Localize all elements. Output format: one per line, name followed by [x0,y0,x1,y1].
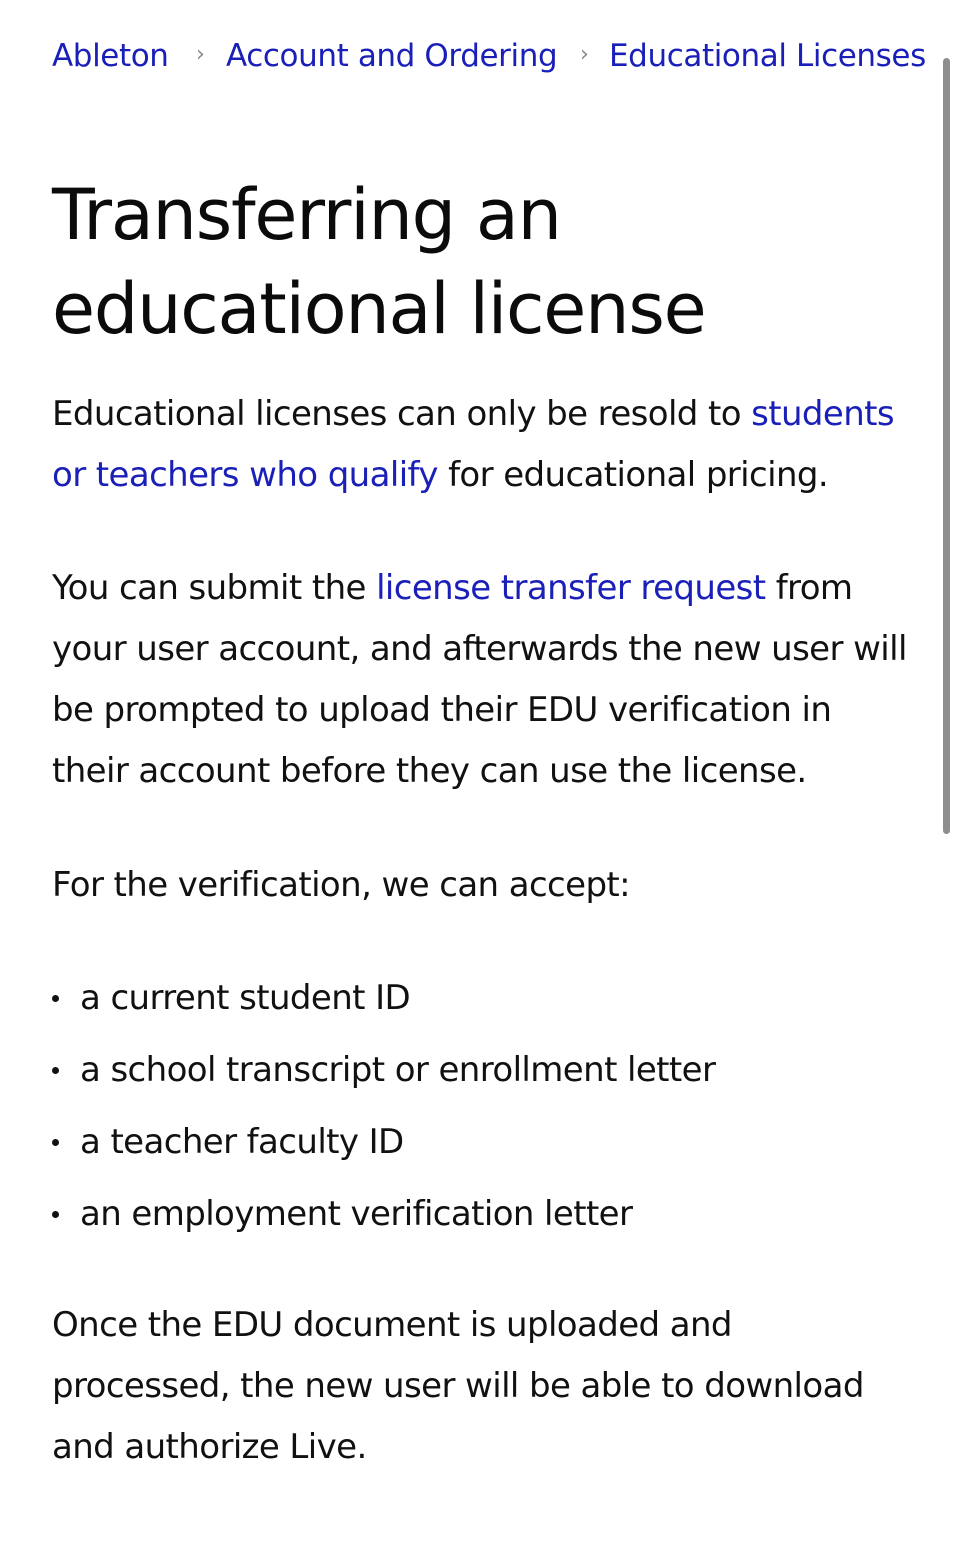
bullet-icon [52,1067,59,1074]
paragraph-text: for educational pricing. [437,455,829,495]
list-item [52,966,912,1038]
list-item-label: an employment verification letter [80,1194,633,1234]
list-item-label: a current student ID [80,978,411,1018]
list-item [52,1182,912,1254]
paragraph-text: Educational licenses can only be resold to [52,394,752,434]
paragraph-transfer-request [52,558,912,802]
vertical-scrollbar[interactable] [943,58,950,834]
chevron-right-icon: › [196,42,205,67]
paragraph-text: from your user account, and afterwards the new user will be prompted to upload their EDU verification in their account before they can use the license. [52,568,907,791]
paragraph-after-upload: Once the EDU document is uploaded and processed, the new user will be able to download and authorize Live. [52,1305,864,1467]
bullet-icon [52,1211,59,1218]
list-item [52,1110,912,1182]
list-item-label: a school transcript or enrollment letter [80,1050,716,1090]
list-item-label: a teacher faculty ID [80,1122,404,1162]
breadcrumb-link-educational-licenses[interactable]: Educational Licenses [609,38,926,74]
verification-list [52,966,912,1254]
bullet-icon [52,1139,59,1146]
breadcrumb [52,38,926,82]
license-transfer-request-link[interactable]: license transfer request [376,568,766,608]
list-item [52,1038,912,1110]
breadcrumb-link-account-and-ordering[interactable]: Account and Ordering [226,38,558,74]
paragraph-resale [52,384,912,506]
paragraph-verification-intro: For the verification, we can accept: [52,865,631,905]
paragraph-text: You can submit the [52,568,377,608]
students-teachers-qualify-link[interactable]: students or teachers who qualify [52,394,895,495]
chevron-right-icon: › [580,42,589,67]
bullet-icon [52,995,59,1002]
breadcrumb-link-ableton[interactable]: Ableton [52,38,169,74]
page-title: Transferring an educational license [52,174,706,350]
